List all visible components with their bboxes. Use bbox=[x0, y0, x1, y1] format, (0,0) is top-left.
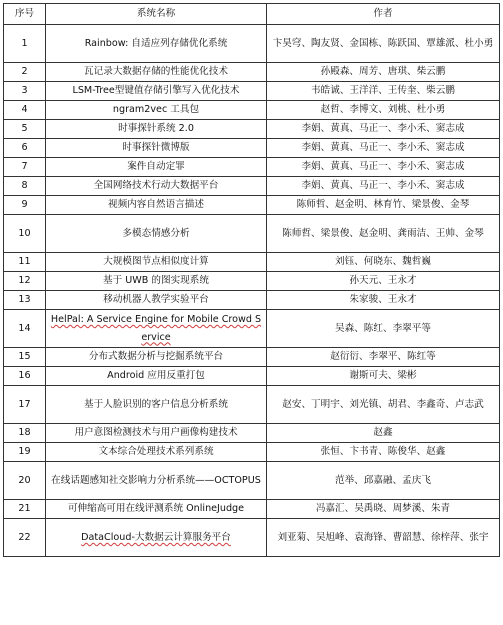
table-row bbox=[4, 253, 500, 272]
row-no: 3 bbox=[4, 82, 46, 101]
row-authors: 卞昊穹、陶友贤、金国栋、陈跃国、覃雄派、杜小勇 bbox=[267, 25, 500, 63]
row-authors: 孙天元、王永才 bbox=[267, 272, 500, 291]
row-no: 7 bbox=[4, 158, 46, 177]
row-authors: 李娟、黄真、马正一、李小禾、窦志成 bbox=[267, 120, 500, 139]
table-row bbox=[4, 25, 500, 63]
row-name: 全国网络技术行动大数据平台 bbox=[46, 177, 267, 196]
table-row bbox=[4, 196, 500, 215]
row-no: 18 bbox=[4, 424, 46, 443]
row-name: Android 应用反重打包 bbox=[46, 367, 267, 386]
row-name bbox=[46, 519, 267, 557]
row-authors: 韦皓诚、王洋洋、王传奎、柴云鹏 bbox=[267, 82, 500, 101]
table-row bbox=[4, 177, 500, 196]
row-authors: 刘钰、何晓东、魏哲巍 bbox=[267, 253, 500, 272]
row-no: 5 bbox=[4, 120, 46, 139]
table-row bbox=[4, 462, 500, 500]
row-name-text: DataCloud-大数据云计算服务平台 bbox=[81, 531, 231, 543]
row-authors: 李娟、黄真、马正一、李小禾、窦志成 bbox=[267, 158, 500, 177]
row-authors: 吴森、陈红、李翠平等 bbox=[267, 310, 500, 348]
row-authors: 谢斯可夫、梁彬 bbox=[267, 367, 500, 386]
row-no: 8 bbox=[4, 177, 46, 196]
row-name-text: HelPal: A Service Engine for Mobile Crowd Service bbox=[50, 314, 262, 343]
row-name: 案件自动定罪 bbox=[46, 158, 267, 177]
row-name: 移动机器人教学实验平台 bbox=[46, 291, 267, 310]
row-name: 文本综合处理技术系列系统 bbox=[46, 443, 267, 462]
table-row bbox=[4, 120, 500, 139]
table-row bbox=[4, 348, 500, 367]
row-no: 15 bbox=[4, 348, 46, 367]
row-name: 基于 UWB 的图实现系统 bbox=[46, 272, 267, 291]
table-row bbox=[4, 215, 500, 253]
row-authors: 赵衍衍、李翠平、陈红等 bbox=[267, 348, 500, 367]
row-no: 10 bbox=[4, 215, 46, 253]
row-authors: 刘亚菊、吴旭峰、袁海锋、曹韶慧、徐梓萍、张宇 bbox=[267, 519, 500, 557]
row-name: 时事探针微博版 bbox=[46, 139, 267, 158]
row-name: 分布式数据分析与挖掘系统平台 bbox=[46, 348, 267, 367]
row-name: LSM-Tree型键值存储引擎写入优化技术 bbox=[46, 82, 267, 101]
header-name: 系统名称 bbox=[46, 4, 267, 25]
table-row bbox=[4, 386, 500, 424]
row-name: ngram2vec 工具包 bbox=[46, 101, 267, 120]
row-authors: 范举、邱嘉融、孟庆飞 bbox=[267, 462, 500, 500]
table-row bbox=[4, 519, 500, 557]
row-name: 在线话题感知社交影响力分析系统——OCTOPUS bbox=[46, 462, 267, 500]
row-name: 大规模图节点相似度计算 bbox=[46, 253, 267, 272]
table-row bbox=[4, 291, 500, 310]
header-authors: 作者 bbox=[267, 4, 500, 25]
row-authors: 李娟、黄真、马正一、李小禾、窦志成 bbox=[267, 177, 500, 196]
row-no: 16 bbox=[4, 367, 46, 386]
row-no: 20 bbox=[4, 462, 46, 500]
table-row bbox=[4, 500, 500, 519]
row-no: 4 bbox=[4, 101, 46, 120]
row-name: 可伸缩高可用在线评测系统 OnlineJudge bbox=[46, 500, 267, 519]
table-row bbox=[4, 443, 500, 462]
header-no: 序号 bbox=[4, 4, 46, 25]
row-authors: 赵鑫 bbox=[267, 424, 500, 443]
row-no: 1 bbox=[4, 25, 46, 63]
row-name: 时事探针系统 2.0 bbox=[46, 120, 267, 139]
row-name: 视频内容自然语言描述 bbox=[46, 196, 267, 215]
row-name: 瓦记录大数据存储的性能优化技术 bbox=[46, 63, 267, 82]
row-authors: 冯嘉汇、吴禹晓、周梦溪、朱青 bbox=[267, 500, 500, 519]
table-row bbox=[4, 139, 500, 158]
row-authors: 李娟、黄真、马正一、李小禾、窦志成 bbox=[267, 139, 500, 158]
row-authors: 赵安、丁明宇、刘光镇、胡君、李鑫奇、卢志武 bbox=[267, 386, 500, 424]
systems-table bbox=[3, 3, 500, 557]
table-row bbox=[4, 101, 500, 120]
row-no: 14 bbox=[4, 310, 46, 348]
row-no: 12 bbox=[4, 272, 46, 291]
row-authors: 张恒、卞书青、陈俊华、赵鑫 bbox=[267, 443, 500, 462]
row-name bbox=[46, 310, 267, 348]
row-no: 22 bbox=[4, 519, 46, 557]
row-authors: 陈师哲、梁景俊、赵金明、龚雨洁、王帅、金琴 bbox=[267, 215, 500, 253]
row-no: 11 bbox=[4, 253, 46, 272]
table-row bbox=[4, 424, 500, 443]
row-name: Rainbow: 自适应列存储优化系统 bbox=[46, 25, 267, 63]
table-row bbox=[4, 82, 500, 101]
table-row bbox=[4, 272, 500, 291]
row-no: 9 bbox=[4, 196, 46, 215]
row-name: 多模态情感分析 bbox=[46, 215, 267, 253]
row-no: 17 bbox=[4, 386, 46, 424]
row-authors: 朱家骏、王永才 bbox=[267, 291, 500, 310]
row-name: 用户意图检测技术与用户画像构建技术 bbox=[46, 424, 267, 443]
row-no: 13 bbox=[4, 291, 46, 310]
row-no: 2 bbox=[4, 63, 46, 82]
row-no: 6 bbox=[4, 139, 46, 158]
row-name: 基于人脸识别的客户信息分析系统 bbox=[46, 386, 267, 424]
row-authors: 孙殿森、周芳、唐琪、柴云鹏 bbox=[267, 63, 500, 82]
header-row bbox=[4, 4, 500, 25]
row-authors: 赵哲、李博文、刘桃、杜小勇 bbox=[267, 101, 500, 120]
row-authors: 陈师哲、赵金明、林育竹、梁景俊、金琴 bbox=[267, 196, 500, 215]
table-row bbox=[4, 310, 500, 348]
table-row bbox=[4, 367, 500, 386]
table-row bbox=[4, 63, 500, 82]
row-no: 19 bbox=[4, 443, 46, 462]
row-no: 21 bbox=[4, 500, 46, 519]
table-row bbox=[4, 158, 500, 177]
